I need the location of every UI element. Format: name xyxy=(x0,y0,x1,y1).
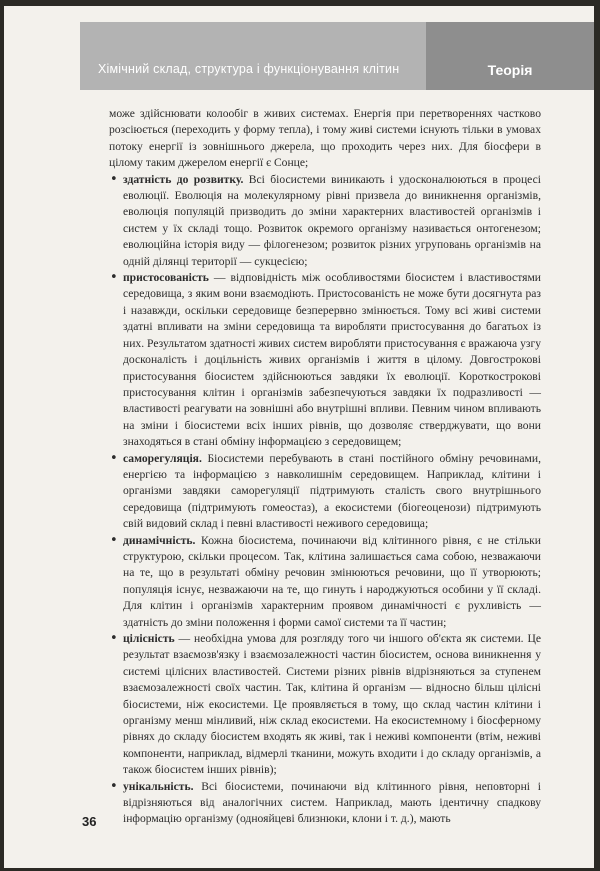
definition: Кожна біосистема, починаючи від клітинного рівня, є не стільки структурою, скільки процесом. Так, клітина залишається сама собою, незважаючи на те, що в результаті обміну речовин змінюються речовини, що її утворюють; популяція існує, незважаючи на те, що гинуть і народжуються особини у її складі. Для клітин і організмів характерним проявом динамічності є рухливість — здатність до зміни положення і форми самої системи та її частин; xyxy=(123,533,541,629)
definition: Біосистеми перебувають в стані постійного обміну речовинами, енергією та інформацією з навколишнім середовищем. Наприклад, клітини і організми завдяки саморегуляції підтримують сталість свого внутрішнього середовища (підтримують гомеостаз), а екосистеми (біогеоценози) підтримують свій видовий склад і певні властивості неживого середовища; xyxy=(123,451,541,531)
bullet-icon: • xyxy=(110,532,118,548)
term: пристосованість xyxy=(123,271,209,285)
list-item xyxy=(109,270,541,450)
page-header xyxy=(80,22,594,90)
properties-list xyxy=(109,172,541,828)
term: здатність до розвитку. xyxy=(123,172,244,186)
definition: Всі біосистеми виникають і удосконалюються в процесі еволюції. Еволюція на молекулярному рівні призвела до виникнення організмів, еволюція популяцій призводить до зміни характерних властивостей організмів і систем у їх складі тощо. Розвиток окремого організму називається онтогенезом; еволюційна історія виду — філогенезом; розвиток різних угруповань організмів на одній ділянці території — сукцесією; xyxy=(123,172,541,268)
book-page xyxy=(4,6,594,868)
section-label: Теорія xyxy=(426,22,594,90)
term: цілісність xyxy=(123,632,175,645)
term: унікальність. xyxy=(123,779,194,793)
intro-paragraph: може здійснювати колообіг в живих системах. Енергія при перетвореннях частково розсіюється (переходить у форму тепла), і тому живі системи існують тільки в умовах потоку енергії із зовнішнього джерела, що проходить через них. Для біосфери в цілому таким джерелом енергії є Сонце; xyxy=(109,107,541,170)
bullet-icon: • xyxy=(110,778,118,794)
page-number: 36 xyxy=(82,814,97,829)
term: саморегуляція. xyxy=(123,451,202,465)
term: динамічність. xyxy=(123,533,196,547)
definition: — необхідна умова для розгляду того чи іншого об'єкта як системи. Це результат взаємозв'язку і взаємозалежності частин біосистем, основа виникнення у системі цілісних властивостей. Системи різних рівнів відрізняються за ступенем взаємозалежності своїх частин. Так, клітина й організм — відносно більш цілісні біосистеми, ніж екосистеми. Це проявляється в тому, що склад частин клітини і організму менш мінливий, ніж склад екосистеми. На екосистемному і біосферному рівнях до складу біосистем входять як живі, так і неживі компоненти (втім, неживі компоненти, наприклад, відмерлі тканини, можуть входити і до складу організмів, а також біосистем інших рівнів); xyxy=(123,632,541,777)
chapter-title: Хімічний склад, структура і функціонування клітин xyxy=(80,22,426,90)
bullet-icon: • xyxy=(110,450,118,466)
bullet-icon: • xyxy=(110,631,118,646)
definition: Всі біосистеми, починаючи від клітинного рівня, неповторні і відрізняються від аналогічних систем. Наприклад, мають ідентичну спадкову інформацію організму (однояйцеві близнюки, клони і т. д.), мають xyxy=(123,779,541,826)
list-item xyxy=(109,631,541,779)
list-item xyxy=(109,172,541,270)
list-item xyxy=(109,533,541,631)
list-item xyxy=(109,451,541,533)
definition: — відповідність між особливостями біосистем і властивостями середовища, з яким вони взаємодіють. Пристосованість не може бути досягнута раз і назавжди, оскільки середовище безперервно змінюється. Тому всі живі системи здатні впливати на зміни середовища та виробляти пристосування до багатьох із них. Результатом здатності живих систем виробляти пристосування є вражаюча узгу досконалість і доцільність живих організмів і життя в цілому. Довгостроковi пристосування біосистем здійснюються завдяки їх еволюції. Короткострокові пристосування клітин і організмів забезпечуються завдяки їх подразливості — властивості реагувати на зовнішні або внутрішні впливи. Певним чином впливають на зміни і біосистеми всіх інших рівнів, що дозволяє стверджувати, що вони знаходяться в стані обміну інформацією з середовищем; xyxy=(123,271,541,449)
body-text xyxy=(109,106,541,828)
bullet-icon: • xyxy=(110,270,118,286)
list-item xyxy=(109,779,541,828)
bullet-icon: • xyxy=(110,171,118,187)
